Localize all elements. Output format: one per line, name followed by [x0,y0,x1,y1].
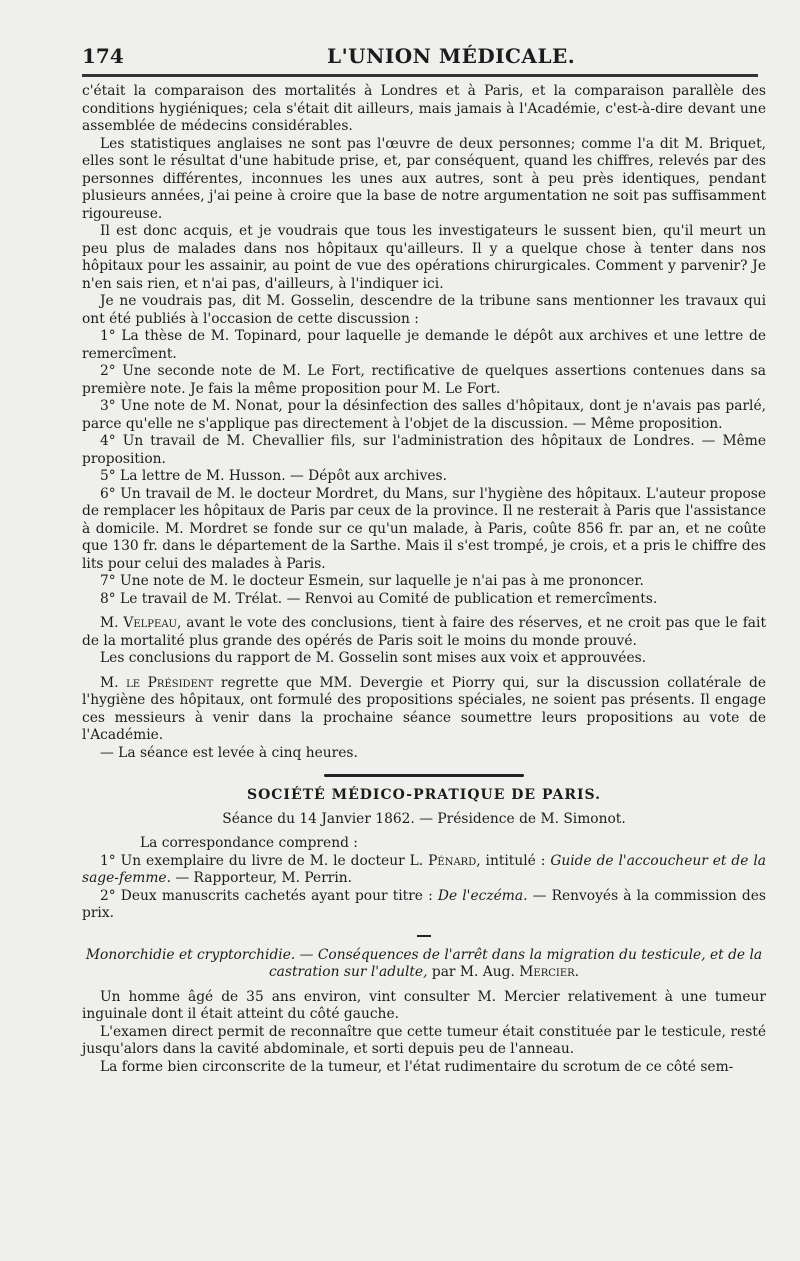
page-number: 174 [82,44,124,68]
paragraph: Les statistiques anglaises ne sont pas l'œuvre de deux personnes; comme l'a dit M. Briquet, elles sont le résultat d'une habitude prise, et, par conséquent, quand les chiffres, relevés par des personnes différentes, inconnues les unes aux autres, sont à peu près identiques, pendant plusieurs années, j'ai peine à croire que la base de notre argumentation ne soit pas suffisamment rigoureuse. [82,135,766,222]
paragraph-text: regrette que MM. Devergie et Piorry qui, sur la discussion collatérale de l'hygiène des hôpitaux, ont formulé des propositions spéciales, ne soient pas présents. Il engage ces messieurs à venir dans la prochaine séance soumettre leurs propositions au vote de l'Académie. [82,674,766,743]
spacer [82,982,766,989]
paragraph: Je ne voudrais pas, dit M. Gosselin, descendre de la tribune sans mentionner les travaux qui ont été publiés à l'occasion de cette discussion : [82,293,766,327]
text-run: , intitulé : [476,852,551,869]
text-run: — Renvoyés à la commission des prix. [82,887,767,921]
paragraph-text: avant le vote des conclusions, tient à faire des réserves, et ne croit pas que le fait de la mortalité plus grande des opérés de Paris soit le moins du monde prouvé. [82,615,766,649]
spacer [82,608,766,615]
paragraph-closing: — La séance est levée à cinq heures. [100,744,358,761]
paragraph: La forme bien circonscrite de la tumeur, et l'état rudimentaire du scrotum de ce côté sem- [100,1058,734,1075]
paragraph: c'était la comparaison des mortalités à Londres et à Paris, et la comparaison parallèle des conditions hygiéniques; cela s'était dit ailleurs, mais jamais à l'Académie, c'est-à-dire devant une assemblée de médecins considérables. [82,83,766,134]
byline: par M. Aug. [427,964,520,980]
list-item [82,888,766,923]
short-divider [417,935,431,937]
paragraph-velpeau [82,615,766,650]
list-item: 3° Une note de M. Nonat, pour la désinfection des salles d'hôpitaux, dont je n'avais pas parlé, parce qu'elle ne s'applique pas directement à l'objet de la discussion. — Même proposition. [82,398,766,432]
text-run: 2° Deux manuscrits cachetés ayant pour titre : [100,887,438,904]
text-run: — Rapporteur, M. Perrin. [170,870,353,886]
list-item: 2° Une seconde note de M. Le Fort, rectificative de quelques assertions contenues dans sa première note. Je fais la même proposition pour M. Le Fort. [82,363,766,397]
paragraph-president [82,675,766,745]
list-item: 5° La lettre de M. Husson. — Dépôt aux archives. [100,468,447,484]
running-head [82,38,770,72]
paragraph: Un homme âgé de 35 ans environ, vint consulter M. Mercier relativement à une tumeur inguinale dont il était atteint du côté gauche. [82,988,766,1022]
list-item: 4° Un travail de M. Chevallier fils, sur l'administration des hôpitaux de Londres. — Même proposition. [82,433,766,467]
journal-title: L'UNION MÉDICALE. [327,44,576,68]
speaker-name: M. Velpeau, [100,615,182,631]
book-title: Guide de l'accoucheur et de la sage-femme. [82,852,766,886]
list-item [82,853,766,888]
paragraph: Il est donc acquis, et je voudrais que tous les investigateurs le sussent bien, qu'il meurt un peu plus de malades dans nos hôpitaux qu'ailleurs. Il y a quelque chose à tenter dans nos hôpitaux pour les assainir, au point de vue des opérations chirurgicales. Comment y parvenir? Je n'en sais rien, et n'ai pas, d'ailleurs, à l'indiquer ici. [82,223,766,292]
author-name: Mercier. [519,964,580,980]
paragraph: L'examen direct permit de reconnaître que cette tumeur était constituée par le testicule, resté jusqu'alors dans la cavité abdominale, et sorti depuis peu de l'anneau. [82,1023,766,1057]
manuscript-title: De l'eczéma. [437,887,528,904]
body-text [82,83,766,1076]
author-name: L. Pénard [409,852,477,869]
session-line: Séance du 14 Janvier 1862. — Présidence de M. Simonot. [222,810,626,827]
header-rule [82,74,758,77]
article-title [82,947,766,982]
spacer [82,828,766,835]
section-divider [324,774,524,777]
correspondence-intro: La correspondance comprend : [140,835,358,851]
text-run: 1° Un exemplaire du livre de M. le docteur [100,852,410,869]
paragraph-conclusions: Les conclusions du rapport de M. Gosselin sont mises aux voix et approuvées. [100,650,647,666]
section-title: SOCIÉTÉ MÉDICO-PRATIQUE DE PARIS. [246,787,602,803]
list-item: 7° Une note de M. le docteur Esmein, sur laquelle je n'ai pas à me prononcer. [100,573,644,589]
article-title-text: Monorchidie et cryptorchidie. — Conséquences de l'arrêt dans la migration du testicule, et de la castration sur l'adulte, [85,946,763,980]
speaker-name: M. le Président [100,674,214,691]
list-item: 6° Un travail de M. le docteur Mordret, du Mans, sur l'hygiène des hôpitaux. L'auteur propose de remplacer les hôpitaux de Paris par ceux de la province. Il ne resterait à Paris que l'assistance à domicile. M. Mordret se fonde sur ce qu'un malade, à Paris, coûte 856 fr. par an, et ne coûte que 130 fr. dans le département de la Sarthe. Mais il s'est trompé, je crois, et a pris le chiffre des lits pour celui des malades à Paris. [82,485,766,572]
list-item: 8° Le travail de M. Trélat. — Renvoi au Comité de publication et remercîments. [100,590,658,607]
spacer [82,668,766,675]
list-item: 1° La thèse de M. Topinard, pour laquelle je demande le dépôt aux archives et une lettre de remercîment. [82,328,766,362]
